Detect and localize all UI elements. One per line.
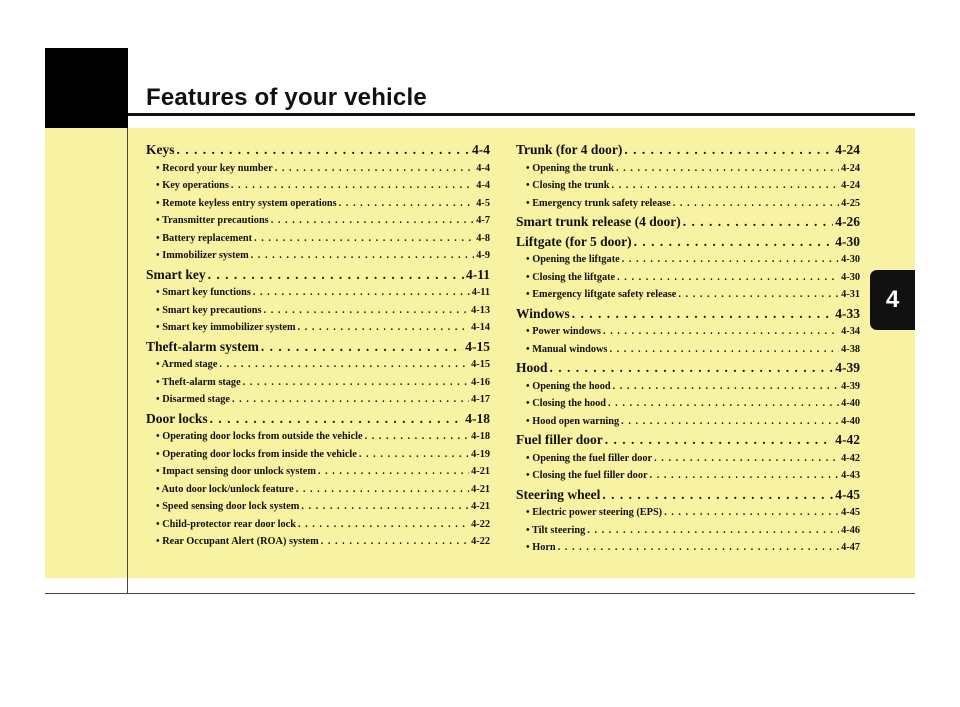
dot-leader (678, 286, 839, 304)
dot-leader (210, 409, 464, 429)
dot-leader (365, 428, 470, 446)
dot-leader (275, 160, 475, 178)
toc-entry-label: • Power windows (526, 323, 601, 341)
toc-page-number: 4-47 (841, 542, 860, 553)
toc-page-number: 4-40 (841, 415, 860, 427)
toc-page-number: 4-42 (835, 432, 860, 447)
dot-leader (359, 446, 469, 464)
toc-page-number: 4-25 (841, 197, 860, 209)
toc-page-number: 4-43 (841, 470, 860, 481)
dot-leader (550, 358, 834, 378)
toc-section-entry[interactable] (516, 232, 860, 252)
toc-subsection-entry[interactable] (146, 302, 490, 320)
toc-page-number: 4-21 (471, 483, 490, 495)
toc-subsection-entry[interactable] (146, 498, 490, 516)
dot-leader (298, 516, 469, 534)
toc-page-number: 4-7 (476, 215, 490, 226)
dot-leader (339, 195, 475, 213)
toc-subsection-entry[interactable] (516, 539, 860, 557)
dot-leader (253, 284, 470, 302)
dot-leader (621, 413, 839, 431)
bottom-rule (45, 593, 915, 594)
toc-page-number: 4-38 (841, 343, 860, 355)
toc-page-number: 4-17 (471, 394, 490, 405)
toc-entry-label: • Emergency liftgate safety release (526, 286, 676, 304)
dot-leader (232, 391, 469, 409)
toc-page-number: 4-21 (471, 501, 490, 512)
toc-page-number: 4-5 (476, 197, 490, 209)
toc-entry-label: • Smart key immobilizer system (156, 319, 296, 337)
dot-leader (301, 498, 469, 516)
toc-entry-label: • Auto door lock/unlock feature (156, 481, 294, 499)
dot-leader (298, 319, 470, 337)
toc-entry-label: Smart trunk release (4 door) (516, 214, 681, 229)
toc-page-number: 4-30 (841, 254, 860, 265)
toc-subsection-entry[interactable] (146, 516, 490, 534)
toc-entry-label: • Key operations (156, 177, 229, 195)
chapter-corner-block (45, 48, 128, 128)
toc-subsection-entry[interactable] (516, 269, 860, 287)
dot-leader (243, 374, 469, 392)
toc-subsection-entry[interactable] (146, 374, 490, 392)
toc-page-number: 4-22 (471, 536, 490, 547)
toc-entry-label: • Closing the fuel filler door (526, 467, 648, 485)
toc-subsection-entry[interactable] (516, 195, 860, 213)
toc-subsection-entry[interactable] (516, 323, 860, 341)
page-title: Features of your vehicle (146, 84, 427, 111)
toc-subsection-entry[interactable] (516, 450, 860, 468)
dot-leader (572, 304, 833, 324)
dot-leader (673, 195, 839, 213)
toc-entry-label: • Tilt steering (526, 522, 585, 540)
toc-subsection-entry[interactable] (146, 160, 490, 178)
toc-entry-label: • Electric power steering (EPS) (526, 504, 662, 522)
toc-page-number: 4-24 (841, 180, 860, 191)
toc-section-entry[interactable] (516, 358, 860, 378)
toc-subsection-entry[interactable] (516, 251, 860, 269)
toc-page-number: 4-45 (835, 486, 860, 502)
toc-entry-label: • Theft-alarm stage (156, 374, 241, 392)
toc-entry-label: • Impact sensing door unlock system (156, 463, 316, 481)
toc-page-number: 4-21 (471, 466, 490, 477)
toc-page-number: 4-8 (476, 232, 490, 244)
toc-page-number: 4-34 (841, 326, 860, 337)
toc-page-number: 4-11 (465, 266, 490, 282)
toc-entry-label: • Child-protector rear door lock (156, 516, 296, 534)
toc-page-number: 4-30 (841, 271, 860, 283)
dot-leader (251, 247, 475, 265)
dot-leader (318, 463, 469, 481)
dot-leader (654, 450, 839, 468)
toc-entry-label: • Disarmed stage (156, 391, 230, 409)
toc-subsection-entry[interactable] (146, 428, 490, 446)
toc-section-entry[interactable] (146, 337, 490, 357)
toc-right-column (516, 140, 860, 557)
toc-page-number: 4-11 (471, 287, 490, 298)
toc-subsection-entry[interactable] (516, 413, 860, 431)
toc-entry-label: Steering wheel (516, 486, 601, 502)
toc-page-number: 4-15 (471, 359, 490, 370)
dot-leader (254, 230, 474, 248)
toc-subsection-entry[interactable] (516, 160, 860, 178)
toc-subsection-entry[interactable] (146, 230, 490, 248)
toc-section-entry[interactable] (516, 430, 860, 450)
toc-subsection-entry[interactable] (516, 395, 860, 413)
toc-page-number: 4-33 (835, 305, 860, 321)
toc-entry-label: • Opening the fuel filler door (526, 450, 652, 468)
toc-entry-label: Fuel filler door (516, 432, 603, 447)
toc-page-number: 4-14 (471, 322, 490, 333)
toc-page-number: 4-39 (841, 380, 860, 392)
toc-entry-label: • Remote keyless entry system operations (156, 195, 337, 213)
dot-leader (603, 323, 839, 341)
toc-entry-label: • Closing the hood (526, 395, 606, 413)
toc-subsection-entry[interactable] (146, 446, 490, 464)
toc-page-number: 4-18 (471, 431, 490, 442)
toc-entry-label: • Smart key precautions (156, 302, 262, 320)
dot-leader (219, 356, 469, 374)
toc-page-number: 4-39 (835, 360, 860, 375)
chapter-tab[interactable]: 4 (870, 270, 915, 330)
toc-section-entry[interactable] (146, 265, 490, 285)
dot-leader (634, 232, 834, 252)
dot-leader (624, 140, 833, 160)
margin-line (127, 128, 128, 594)
toc-section-entry[interactable] (516, 140, 860, 160)
toc-entry-label: • Manual windows (526, 341, 607, 359)
toc-entry-label: • Battery replacement (156, 230, 252, 248)
toc-page-number: 4-46 (841, 524, 860, 536)
toc-page-number: 4-16 (471, 376, 490, 388)
toc-page-number: 4-26 (835, 214, 860, 229)
toc-section-entry[interactable] (516, 212, 860, 232)
dot-leader (664, 504, 839, 522)
toc-subsection-entry[interactable] (146, 391, 490, 409)
toc-page-number: 4-24 (835, 142, 860, 157)
toc-section-entry[interactable] (516, 304, 860, 324)
dot-leader (602, 485, 833, 505)
toc-entry-label: • Hood open warning (526, 413, 619, 431)
toc-entry-label: • Smart key functions (156, 284, 251, 302)
toc-section-entry[interactable] (516, 485, 860, 505)
toc-page-number: 4-15 (465, 338, 490, 354)
toc-entry-label: Trunk (for 4 door) (516, 142, 623, 157)
dot-leader (261, 337, 463, 357)
toc-entry-label: • Transmitter precautions (156, 212, 269, 230)
toc-entry-label: • Record your key number (156, 160, 273, 178)
dot-leader (231, 177, 474, 195)
toc-entry-label: • Closing the trunk (526, 177, 609, 195)
toc-page-number: 4-22 (471, 518, 490, 530)
toc-left-column (146, 140, 490, 551)
toc-entry-label: • Horn (526, 539, 556, 557)
dot-leader (296, 481, 469, 499)
toc-subsection-entry[interactable] (146, 284, 490, 302)
dot-leader (271, 212, 475, 230)
toc-section-entry[interactable] (146, 409, 490, 429)
toc-subsection-entry[interactable] (146, 481, 490, 499)
toc-entry-label: • Armed stage (156, 356, 217, 374)
toc-entry-label: • Opening the trunk (526, 160, 614, 178)
toc-subsection-entry[interactable] (146, 319, 490, 337)
toc-page-number: 4-13 (471, 304, 490, 316)
toc-page-number: 4-4 (472, 142, 490, 157)
toc-page-number: 4-40 (841, 398, 860, 409)
toc-entry-label: • Rear Occupant Alert (ROA) system (156, 533, 319, 551)
toc-entry-label: Windows (516, 305, 570, 321)
toc-subsection-entry[interactable] (146, 212, 490, 230)
toc-entry-label: Door locks (146, 410, 208, 426)
toc-entry-label: • Immobilizer system (156, 247, 249, 265)
toc-page-number: 4-42 (841, 452, 860, 464)
dot-leader (650, 467, 840, 485)
toc-page-number: 4-45 (841, 507, 860, 518)
toc-subsection-entry[interactable] (516, 467, 860, 485)
toc-entry-label: Theft-alarm system (146, 338, 259, 354)
dot-leader (622, 251, 839, 269)
toc-entry-label: • Operating door locks from outside the vehicle (156, 428, 363, 446)
toc-page-number: 4-4 (476, 180, 490, 191)
dot-leader (683, 212, 834, 232)
toc-entry-label: • Speed sensing door lock system (156, 498, 299, 516)
toc-entry-label: Smart key (146, 266, 206, 282)
toc-subsection-entry[interactable] (516, 286, 860, 304)
toc-page-number: 4-9 (476, 250, 490, 261)
toc-entry-label: • Opening the hood (526, 378, 611, 396)
toc-page-number: 4-19 (471, 448, 490, 460)
dot-leader (264, 302, 470, 320)
toc-entry-label: Liftgate (for 5 door) (516, 233, 632, 249)
toc-entry-label: Keys (146, 142, 175, 157)
dot-leader (616, 160, 839, 178)
toc-subsection-entry[interactable] (516, 341, 860, 359)
dot-leader (608, 395, 839, 413)
toc-entry-label: • Operating door locks from inside the vehicle (156, 446, 357, 464)
dot-leader (613, 378, 840, 396)
dot-leader (177, 140, 471, 160)
toc-subsection-entry[interactable] (146, 533, 490, 551)
toc-page-number: 4-30 (835, 233, 860, 249)
toc-entry-label: • Opening the liftgate (526, 251, 620, 269)
dot-leader (605, 430, 834, 450)
dot-leader (321, 533, 469, 551)
toc-subsection-entry[interactable] (146, 463, 490, 481)
toc-subsection-entry[interactable] (516, 522, 860, 540)
toc-page-number: 4-31 (841, 289, 860, 300)
toc-subsection-entry[interactable] (516, 378, 860, 396)
dot-leader (611, 177, 839, 195)
toc-entry-label: • Closing the liftgate (526, 269, 615, 287)
toc-subsection-entry[interactable] (146, 195, 490, 213)
toc-subsection-entry[interactable] (146, 177, 490, 195)
toc-page-number: 4-18 (465, 410, 490, 426)
toc-subsection-entry[interactable] (146, 356, 490, 374)
dot-leader (587, 522, 839, 540)
toc-page-number: 4-24 (841, 162, 860, 174)
dot-leader (208, 265, 464, 285)
toc-subsection-entry[interactable] (146, 247, 490, 265)
toc-subsection-entry[interactable] (516, 504, 860, 522)
toc-entry-label: • Emergency trunk safety release (526, 195, 671, 213)
toc-subsection-entry[interactable] (516, 177, 860, 195)
toc-section-entry[interactable] (146, 140, 490, 160)
dot-leader (558, 539, 839, 557)
dot-leader (617, 269, 839, 287)
toc-entry-label: Hood (516, 360, 548, 375)
toc-page-number: 4-4 (476, 162, 490, 174)
title-rule (128, 113, 915, 116)
dot-leader (609, 341, 839, 359)
